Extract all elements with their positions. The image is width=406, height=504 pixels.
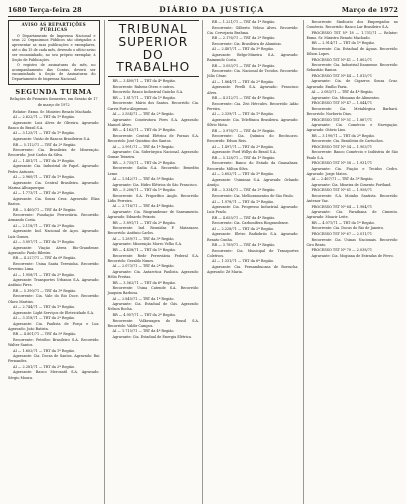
text-paragraph: PROCESSO TST Nº 51 — 1.867/71: [311, 117, 373, 122]
text-paragraph: AI — 2.845/71 — TRT da 1ª Região.: [112, 296, 175, 301]
text-paragraph: RR — 4.655/71 — TRT da 4ª Região.: [212, 215, 276, 220]
text-paragraph: PROCESSO TST Nº 64 — 1.984/71: [311, 204, 373, 209]
text-paragraph: Agravante: Mineração Morro Velho S.A.: [112, 242, 183, 247]
text-paragraph: Recorrente: S.A. Moinho Santista. Recorrido: Antenor Vaz.: [306, 193, 398, 204]
text-paragraph: Agravante: Ind. Nacional de Aços. Agravado: Luís Gomes.: [8, 229, 100, 239]
column-3-body: [207, 20, 299, 275]
text-paragraph: RR — 2.176/71 — TRT da 2ª Região.: [212, 36, 276, 41]
text-paragraph: Recorrente: Cia. Usinas Nacionais. Recorrido: Ciro Bento.: [306, 237, 398, 247]
text-paragraph: Agravante: Cia. Hidro Elétrica do São Francisco.: [112, 182, 198, 187]
text-paragraph: PROCESSO TST Nº 70 — 2.038/71: [311, 248, 373, 253]
text-paragraph: PROCESSO TST Nº 61 — 1.958/71: [311, 188, 373, 193]
text-paragraph: Recorrido: Banco Industrial Gaúcho S.A.: [112, 90, 184, 95]
text-paragraph: O Departamento de Imprensa Nacional e seus 22 Organismos Públicos são obrigados a apresentar as suas publicações e exemplares, até o dia 15 de cada mês, devendo o ofício-aviso ser encaminhado, no seu próprio exemplar, à Seção de Publicações.: [12, 33, 96, 62]
text-paragraph: Agravante: Cia. Souza Cruz. Agravado: Elias Bastos.: [8, 196, 100, 206]
column-2-body: [108, 79, 200, 340]
text-paragraph: AI — 3.318/71 — TRT da 2ª Região.: [13, 316, 75, 321]
text-paragraph: AI — 1.864/71 — TRT da 2ª Região.: [212, 79, 274, 84]
text-paragraph: Agravante: Light Serviços de Eletricidade S.A.: [13, 310, 95, 315]
page-number-date: 1680 Terça-feira 28: [8, 6, 82, 14]
text-paragraph: RR — 3.053/71 — TRT da 1ª Região.: [212, 63, 276, 68]
text-paragraph: AI — 2.991/71 — TRT da 1ª Região.: [112, 144, 175, 149]
text-paragraph: RR — 3.334/71 — TRT da 2ª Região.: [212, 188, 276, 193]
text-paragraph: Agravante: Cia. Antarctica Paulista. Agravado: Hélio Freitas.: [107, 269, 199, 279]
text-paragraph: Recorrente: Banco do Estado da Guanabara. Recorrido: Milton Silva.: [207, 161, 299, 171]
section-subtitle: Relações do Primeiro Semestre, em Sessão de 17 de março de 1972: [9, 97, 98, 107]
text-paragraph: Recorrente: Ind. Reunidas F. Matarazzo. Recorrido: Antônio Carlos.: [107, 226, 199, 236]
text-paragraph: Recorrente: Usina Santa Teresinha. Recorrido: Severino Lima.: [8, 261, 100, 271]
text-paragraph: RR — 3.735/71 — TRT da 2ª Região.: [112, 160, 176, 165]
text-paragraph: Agravante: Ford Willys do Brasil S.A.: [212, 150, 277, 155]
text-paragraph: AI — 1.773/71 — TRT da 2ª Região.: [13, 191, 75, 196]
text-paragraph: Agravante: Cia. de Cigarros Souza Cruz. Agravado: Emílio Faria.: [306, 79, 398, 89]
text-paragraph: RR — 4.512/71 — TRT da 4ª Região.: [212, 96, 276, 101]
text-paragraph: Recorrente: Cia. Docas do Rio de Janeiro.: [311, 226, 384, 231]
text-paragraph: Agravante: Transportes Urbanos S.A. Agravado: Antônio Pires.: [8, 278, 100, 288]
text-paragraph: Recorrente: Central Elétrica de Furnas S.A. Recorrido: José Quintino dos Santos.: [107, 133, 199, 144]
text-paragraph: Recorrente: Rede Ferroviária Federal S.A. Recorrido: Geraldo Nunes.: [107, 253, 199, 263]
text-paragraph: Agravante: Luiz Alves de Oliveira. Agravado: Banco do Brasil S.A.: [8, 120, 100, 130]
text-paragraph: Agravante: Cia. Docas de Santos. Agravado: Rui Fernandes.: [8, 354, 100, 364]
text-paragraph: RR — 3.789/71 — TRT da 1ª Região.: [212, 243, 276, 248]
text-paragraph: AI — 1.958/71 — TRT da 2ª Região.: [13, 272, 75, 277]
text-paragraph: AI — 2.281/71 — TRT da 2ª Região.: [13, 364, 75, 369]
text-paragraph: AI — 1.289/71 — TRT da 3ª Região.: [112, 236, 175, 241]
text-paragraph: Recorrente: Cia. Nacional de Tecidos. Recorrido: Júlio César.: [207, 69, 299, 79]
court-title: TRIBUNAL SUPERIOR DO TRABALHO: [108, 20, 200, 77]
text-paragraph: Recorrente: Cia. Brasileira de Cartuchos.: [311, 139, 384, 144]
text-paragraph: Agravante: Banco Mercantil S.A. Agravado: Sérgio Moura.: [8, 370, 100, 380]
issue-date: Março de 1972: [341, 6, 398, 14]
column-1-body: [8, 110, 100, 381]
text-paragraph: AI — 1.602/71 — TRT da 1ª Região.: [13, 348, 75, 353]
text-paragraph: RR — 2.914/71 — TRT da 1ª Região.: [311, 41, 375, 46]
column-2: [104, 20, 204, 504]
text-paragraph: Agravante: Pirelli S.A. Agravado: Francisco Alves.: [207, 85, 299, 95]
text-paragraph: RR — 5.390/71 — TRT da 3ª Região.: [13, 288, 77, 293]
text-paragraph: AI — 2.339/71 — TRT da 1ª Região.: [212, 112, 274, 117]
text-paragraph: Recorrente: Gilberto Veloso Alves. Recorrido: Cia. Cervejaria Brahma.: [207, 25, 299, 35]
text-paragraph: Agravante: União de Bancos Brasileiros S.A.: [13, 137, 91, 141]
text-paragraph: Agravante: Cia. Progresso Industrial. Agravado: Luiz Prado.: [207, 205, 299, 215]
text-paragraph: AI — 1.331/71 — TRT da 6ª Região.: [212, 259, 274, 264]
columns: [8, 20, 398, 504]
text-paragraph: PROCESSO TST Nº 44 — 1.815/71: [311, 73, 373, 78]
text-paragraph: RR — 3.190/71 — TRT da 2ª Região.: [311, 133, 375, 138]
text-paragraph: RR — 4.227/71 — TRT da 6ª Região.: [13, 256, 77, 261]
text-paragraph: PROCESSO TST Nº 58 — 1.931/71: [311, 161, 373, 166]
text-paragraph: AI — 2.622/71 — TRT da 1ª Região.: [13, 115, 75, 120]
text-paragraph: AI — 1.542/71 — TRT da 5ª Região.: [112, 177, 175, 182]
text-paragraph: Agravante: Cia. Paraibana de Cimento. Agravado: Moacir Leite.: [306, 210, 398, 220]
text-paragraph: Agravante: Cia. Pernambucana de Borracha. Agravado: Zé Maria.: [207, 264, 299, 275]
column-1: [8, 20, 100, 504]
text-paragraph: Recorrente: Cia. Brasileira de Mineração. Recorrido: José Carlos da Silva.: [8, 148, 100, 158]
text-paragraph: RR — 5.128/71 — TRT da 1ª Região.: [212, 155, 276, 160]
text-paragraph: Recorrente: Usina Catende S.A. Recorrido: Joaquim Barbosa.: [107, 286, 199, 296]
text-paragraph: Agravante: Cia. Central Brasileira. Agravado: Marina Albuquerque.: [8, 180, 100, 190]
text-paragraph: Recorrente: Cia. Vale do Rio Doce. Recorrido: Olavo Martins.: [8, 294, 100, 304]
text-paragraph: Agravante: Cia. Comércio e Navegação. Agravado: Otávio Lins.: [306, 123, 398, 133]
text-paragraph: RR — 3.891/71 — TRT da 2ª Região.: [112, 220, 176, 225]
running-head: [8, 5, 398, 17]
text-paragraph: Recorrente: Cia. Municipal de Transportes Coletivos.: [207, 248, 299, 258]
text-paragraph: Relator: Exmo. Sr. Ministro Renato Machado.: [13, 109, 93, 114]
text-paragraph: AI — 1.497/71 — TRT da 2ª Região.: [212, 144, 274, 149]
text-paragraph: Agravante: Cia. Estadual de Gás. Agravado: Nelson Rocha.: [107, 302, 199, 312]
text-paragraph: AI — 2.228/71 — TRT da 2ª Região.: [212, 226, 274, 231]
text-paragraph: RR — 5.206/71 — TRT da 1ª Região.: [112, 188, 176, 193]
text-paragraph: AI — 1.715/71 — TRT da 4ª Região.: [112, 329, 175, 334]
text-paragraph: Agravante: Belgo-Mineira S.A. Agravado: Raimundo Costa.: [207, 52, 299, 63]
text-paragraph: PROCESSO TST Nº 18 — 1.731/71 — Relator: Exmo. Sr. Ministro Renato Machado.: [306, 30, 398, 40]
text-paragraph: PROCESSO TST Nº 67 — 2.011/71: [311, 232, 373, 237]
notice-box: [8, 20, 100, 85]
text-paragraph: O registro de assinaturas do mês, no acompanhamento das Contas, deverá ser encaminhado à Seção de Assinaturas do Departamento de Imprensa Nacional.: [12, 62, 96, 82]
text-paragraph: AI — 1.401/71 — TRT da 3ª Região.: [13, 158, 75, 163]
text-paragraph: AI — 2.467/71 — TRT da 3ª Região.: [311, 177, 374, 182]
text-paragraph: Recorrente: Mário dos Santos. Recorrido: Cia. Carris Porto-Alegrense.: [107, 101, 199, 111]
text-paragraph: Agravante: Cia. Mineira de Cimento Portland.: [311, 182, 392, 187]
text-paragraph: Agravante: Cia. Fiação e Tecidos Cedro. Agravado: Jorge Matos.: [306, 166, 398, 176]
text-paragraph: Agravante: Cia. Minuano de Alimentos.: [311, 95, 381, 100]
text-paragraph: PROCESSO TST Nº 47 — 1.844/71: [311, 101, 373, 106]
text-paragraph: AI — 2.487/71 — TRT da 3ª Região.: [212, 47, 274, 52]
publication-title: DIÁRIO DA JUSTIÇA: [159, 5, 265, 14]
text-paragraph: RR — 3.460/71 — TRT da 4ª Região.: [13, 207, 77, 212]
text-paragraph: Agravante: Viação Aérea Rio-Grandense. Agravado: Paulo Ribeiro.: [8, 245, 100, 255]
text-paragraph: Agravante: Eletro Radiobrás S.A. Agravado: Renato Cunha.: [207, 232, 299, 242]
text-paragraph: RR — 3.400/71 — TRT da 4ª Região.: [112, 79, 176, 84]
notice-body: [12, 34, 96, 82]
text-paragraph: AI — 2.554/71 — TRT da 2ª Região.: [112, 112, 175, 117]
text-paragraph: Agravante: Cia. Industrial de Papel. Agravado: Pedro Antunes.: [8, 164, 100, 174]
text-paragraph: Agravante: Cia. Estadual de Energia Elétrica.: [112, 334, 193, 339]
text-paragraph: AI — 2.960/71 — TRT da 1ª Região.: [13, 175, 75, 180]
text-paragraph: Recorrente: Rubens Otero e outros.: [112, 84, 175, 89]
text-paragraph: AI — 2.118/71 — TRT da 2ª Região.: [13, 223, 75, 228]
text-paragraph: Agravante: Construtora Pires S.A. Agravado: Manoel Alves.: [107, 117, 199, 127]
text-paragraph: RR — 3.562/71 — TRT da 6ª Região.: [112, 280, 176, 285]
text-paragraph: Recorrente: Cia. Carbonífera Riograndense.: [212, 221, 289, 226]
text-paragraph: Recorrente: Fundação Ferroviária. Recorrido: Armando Costa.: [8, 213, 100, 223]
text-paragraph: Agravante: Usiminas S.A. Agravado: Orlando Araújo.: [207, 177, 299, 187]
text-paragraph: Recorrente: Cia. Química do Recôncavo. Recorrido: Edson Reis.: [207, 134, 299, 144]
text-paragraph: Recorrente: Petróleo Brasileiro S.A. Recorrido: Walter Santos.: [8, 337, 100, 348]
text-paragraph: Recorrente: Cia. Zivi Hércules. Recorrido: Adão Pereira.: [207, 101, 299, 111]
text-paragraph: Agravante: Cia. Siderúrgica Nacional. Agravado: Osmar Teixeira.: [107, 150, 199, 160]
text-paragraph: PROCESSO TST Nº 41 — 1.802/71: [311, 57, 373, 62]
text-paragraph: PROCESSO TST Nº 54 — 1.903/71: [311, 144, 373, 149]
column-4-body: [307, 20, 399, 259]
text-paragraph: Recorrente: Sadia S.A. Recorrido: Benedito Leme.: [107, 166, 199, 176]
text-paragraph: RR — 5.112/71 — TRT da 2ª Região.: [13, 142, 77, 147]
section-title: SEGUNDA TURMA: [15, 88, 93, 97]
text-paragraph: Agravante: Cia. Telefônica Brasileira. Agravado: Sílvio Mota.: [207, 117, 299, 128]
text-paragraph: Recorrente: Cia. Brasileira de Alumínio.: [212, 41, 282, 46]
text-paragraph: RR — 4.071/71 — TRT da 1ª Região.: [311, 220, 375, 225]
text-paragraph: AI — 2.744/71 — TRT da 1ª Região.: [13, 305, 75, 310]
text-paragraph: Recorrente: Volkswagen do Brasil S.A. Recorrido: Valdir Campos.: [107, 318, 199, 328]
text-paragraph: Recorrente: Cia. Metalúrgica Barbará. Recorrido: Norberto Dias.: [306, 106, 398, 116]
text-paragraph: RR — 4.438/71 — TRT da 1ª Região.: [112, 248, 176, 253]
text-paragraph: Recorrente: Cia. Melhoramentos de São Paulo.: [212, 193, 294, 198]
column-3: [207, 20, 299, 504]
text-paragraph: AI — 1.978/71 — TRT da 1ª Região.: [212, 199, 274, 204]
text-paragraph: AI — 3.125/71 — TRT da 1ª Região.: [13, 131, 75, 136]
text-paragraph: Agravante: Cia. Paulista de Força e Luz. Agravado: João Batista.: [8, 321, 100, 331]
text-paragraph: Recorrente: Cia. Industrial Itaunense. Recorrido: Sebastião Ramos.: [306, 63, 398, 73]
text-paragraph: AI — 2.602/71 — TRT da 3ª Região.: [212, 172, 274, 177]
text-paragraph: AI — 2.083/71 — TRT da 4ª Região.: [311, 90, 374, 95]
text-paragraph: Recorrente: Sindicato dos Empregados no Comércio. Recorrido: Banco Lar Brasileiro S.A.: [306, 20, 398, 30]
text-paragraph: Agravante: Cia. Riograndense de Saneamento. Agravado: Eduardo Peixoto.: [107, 209, 199, 220]
text-paragraph: RR — 4.162/71 — TRT da 3ª Região.: [112, 128, 176, 133]
text-paragraph: RR — 4.907/71 — TRT da 2ª Região.: [112, 313, 176, 318]
text-paragraph: RR — 1.817/71 — TRT da 1ª Região.: [112, 95, 176, 100]
text-paragraph: RR — 4.801/71 — TRT da 5ª Região.: [13, 332, 77, 337]
text-paragraph: Agravante: Cia. Mogiana de Estradas de Ferro.: [311, 253, 394, 258]
notice-title: AVISO ÀS REPARTIÇÕES PÚBLICAS: [21, 22, 86, 32]
text-paragraph: AI — 3.007/71 — TRT da 1ª Região.: [13, 240, 75, 245]
text-paragraph: Recorrente: Banco Comércio e Indústria de São Paulo S.A.: [306, 150, 398, 160]
column-4: [303, 20, 399, 504]
text-paragraph: Recorrente: S.A. Frigorífico Anglo. Recorrido: Lídio Ferreira.: [107, 193, 199, 203]
text-paragraph: RR — 3.976/71 — TRT da 5ª Região.: [212, 128, 276, 133]
text-paragraph: AI — 2.073/71 — TRT da 2ª Região.: [112, 264, 175, 269]
text-paragraph: AI — 2.716/71 — TRT da 4ª Região.: [112, 204, 175, 209]
text-paragraph: RR — 1.221/71 — TRT da 1ª Região.: [212, 20, 276, 24]
text-paragraph: Recorrente: Cia. Estadual de Águas. Recorrido: Dílson Lopes.: [306, 46, 398, 57]
